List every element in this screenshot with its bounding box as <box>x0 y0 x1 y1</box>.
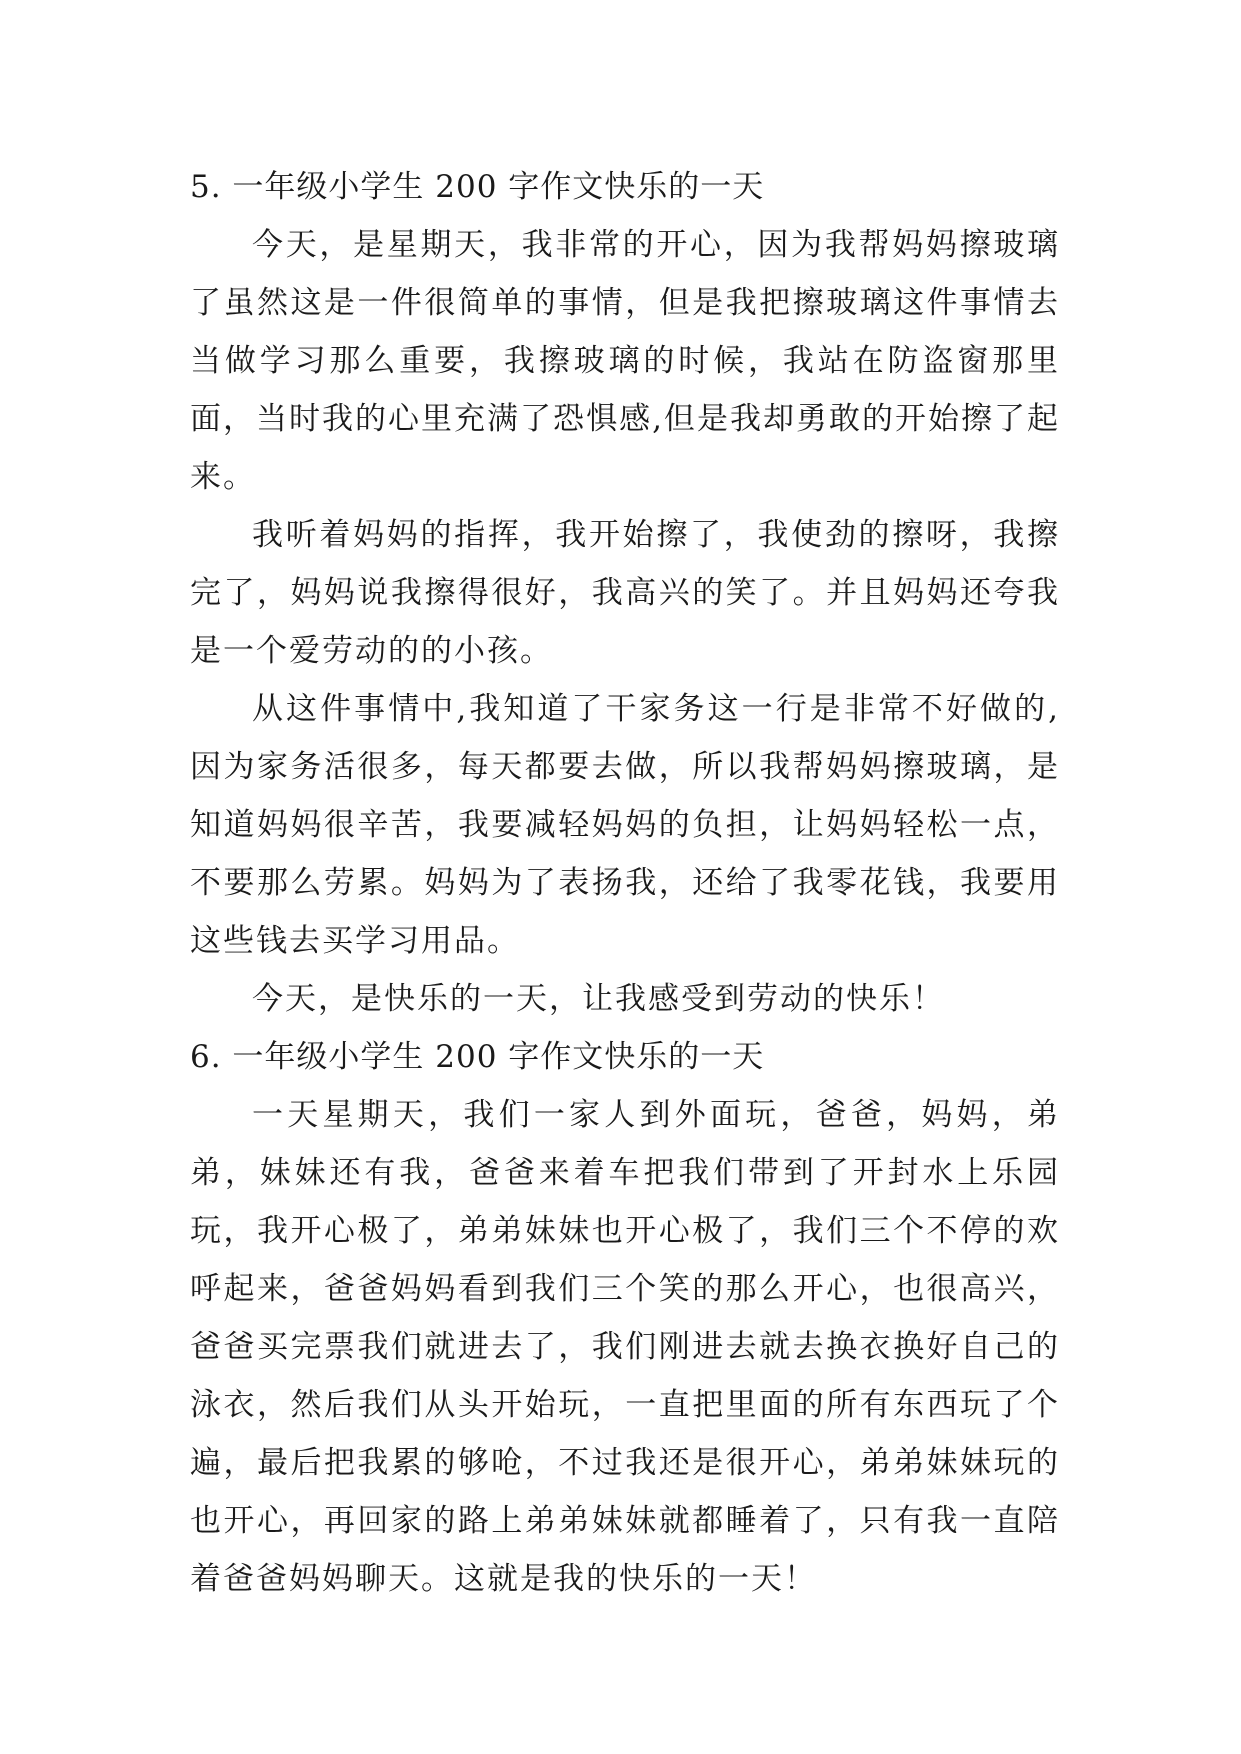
section-5-paragraph-4: 今天，是快乐的一天，让我感受到劳动的快乐！ <box>252 981 945 1017</box>
section-6-heading: 6. 一年级小学生 200 字作文快乐的一天 <box>190 1039 765 1075</box>
section-5-paragraph-1: 今天，是星期天，我非常的开心，因为我帮妈妈擦玻璃了虽然这是一件很简单的事情，但是我把擦玻璃这件事情去当做学习那么重要，我擦玻璃的时候，我站在防盗窗那里面，当时我的心里充满了恐惧感,但是我却勇敢的开始擦了起来。 <box>190 227 1060 495</box>
document-body <box>190 158 1060 1608</box>
section-5-heading: 5. 一年级小学生 200 字作文快乐的一天 <box>190 169 765 205</box>
section-5-paragraph-2: 我听着妈妈的指挥，我开始擦了，我使劲的擦呀，我擦完了，妈妈说我擦得很好，我高兴的笑了。并且妈妈还夸我是一个爱劳动的的小孩。 <box>190 517 1060 669</box>
section-6-paragraph-1: 一天星期天，我们一家人到外面玩，爸爸，妈妈，弟弟，妹妹还有我，爸爸来着车把我们带到了开封水上乐园玩，我开心极了，弟弟妹妹也开心极了，我们三个不停的欢呼起来，爸爸妈妈看到我们三个笑的那么开心，也很高兴，爸爸买完票我们就进去了，我们刚进去就去换衣换好自己的泳衣，然后我们从头开始玩，一直把里面的所有东西玩了个遍，最后把我累的够呛，不过我还是很开心，弟弟妹妹玩的也开心，再回家的路上弟弟妹妹就都睡着了，只有我一直陪着爸爸妈妈聊天。这就是我的快乐的一天！ <box>190 1097 1060 1597</box>
section-5-paragraph-3: 从这件事情中,我知道了干家务这一行是非常不好做的,因为家务活很多，每天都要去做，所以我帮妈妈擦玻璃，是知道妈妈很辛苦，我要减轻妈妈的负担，让妈妈轻松一点，不要那么劳累。妈妈为了表扬我，还给了我零花钱，我要用这些钱去买学习用品。 <box>190 691 1060 959</box>
